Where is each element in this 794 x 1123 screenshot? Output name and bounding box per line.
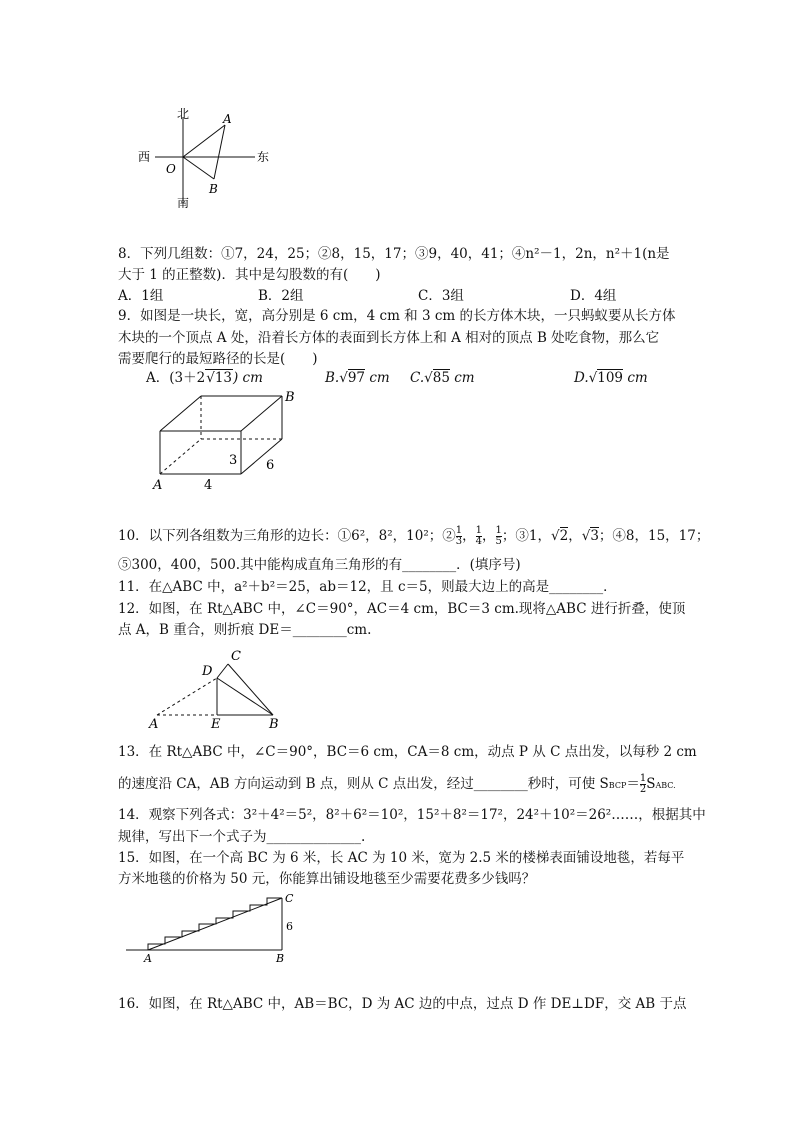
q9-option-a: A．(3＋2√13) cm — [146, 370, 263, 386]
q15-line2: 方米地毯的价格为 50 元，你能算出铺设地毯至少需要花费多少钱吗？ — [118, 871, 536, 887]
compass-south: 南 — [177, 196, 190, 210]
compass-B: B — [209, 182, 218, 196]
q9-option-b: B.√97 cm — [325, 370, 390, 386]
q13-line1: 13．在 Rt△ABC 中，∠C＝90°，BC＝6 cm，CA＝8 cm，动点 P 从 C 点出发，以每秒 2 cm — [118, 744, 697, 760]
box-label-B: B — [285, 390, 295, 405]
q8-line2: 大于 1 的正整数)．其中是勾股数的有( ) — [118, 267, 381, 283]
q8-option-a: A．1组 — [118, 288, 164, 304]
compass-north: 北 — [177, 107, 190, 121]
compass-east: 东 — [257, 150, 270, 164]
compass-west: 西 — [138, 150, 151, 164]
fold-label-D: D — [202, 664, 213, 679]
fold-label-B: B — [269, 717, 279, 730]
q8-option-c: C．3组 — [418, 288, 464, 304]
q12-line1: 12．如图，在 Rt△ABC 中，∠C＝90°，AC＝4 cm，BC＝3 cm.现将△ABC 进行折叠，使顶 — [118, 601, 686, 617]
q16-line1: 16．如图，在 Rt△ABC 中，AB＝BC，D 为 AC 边的中点，过点 D 作 DE⊥DF，交 AB 于点 — [118, 996, 687, 1012]
q11-text: 11．在△ABC 中，a²＋b²＝25，ab＝12，且 c＝5，则最大边上的高是________． — [118, 579, 617, 595]
q9-line3: 需要爬行的最短路径的长是( ) — [118, 351, 318, 367]
box-figure — [148, 388, 308, 496]
stairs-label-A: A — [144, 952, 152, 965]
q10-line1: 10．以下列各组数为三角形的边长：①6²，8²，10²；② $\frac{1}{3}$ ， $\frac{1}{4}$ ， $\frac{1}{5}$ ；③1，√2，√3；④8，15，17； — [118, 525, 710, 547]
compass-A: A — [223, 112, 232, 126]
q9-line1: 9．如图是一块长，宽，高分别是 6 cm，4 cm 和 3 cm 的长方体木块，一只蚂蚁要从长方体 — [118, 308, 676, 324]
box-label-A: A — [153, 478, 163, 493]
q14-line2: 规律，写出下一个式子为______________. — [118, 829, 366, 845]
q9-line2: 木块的一个顶点 A 处，沿着长方体的表面到长方体上和 A 相对的顶点 B 处吃食物，那么它 — [118, 330, 660, 346]
q10-line2: ⑤300，400，500.其中能构成直角三角形的有________．(填序号) — [118, 557, 521, 573]
q13-line2: 的速度沿 CA，AB 方向运动到 B 点，则从 C 点出发，经过________秒时，可使 SBCP＝ $\frac{1}{2}$ SABC. — [118, 773, 676, 795]
fold-label-E: E — [211, 717, 221, 730]
fold-figure — [145, 645, 290, 730]
q9-option-d: D.√109 cm — [574, 370, 648, 386]
q12-line2: 点 A，B 重合，则折痕 DE＝________cm. — [118, 622, 372, 638]
stairs-figure — [120, 890, 305, 968]
stairs-label-height: 6 — [286, 920, 293, 933]
compass-figure — [130, 105, 280, 210]
compass-O: O — [166, 162, 176, 176]
fold-label-C: C — [231, 649, 241, 664]
box-label-width: 4 — [204, 478, 213, 493]
q8-line1: 8．下列几组数：①7，24，25；②8，15，17；③9，40，41；④n²－1，2n，n²＋1(n是 — [118, 246, 670, 262]
box-label-height: 3 — [229, 453, 238, 468]
q8-option-d: D．4组 — [570, 288, 617, 304]
q14-line1: 14．观察下列各式：3²＋4²＝5²，8²＋6²＝10²，15²＋8²＝17²，24²＋10²＝26²……，根据其中 — [118, 807, 706, 823]
q15-line1: 15．如图，在一个高 BC 为 6 米，长 AC 为 10 米，宽为 2.5 米的楼梯表面铺设地毯，若每平 — [118, 850, 685, 866]
q9-option-c: C.√85 cm — [410, 370, 475, 386]
fold-label-A: A — [149, 717, 159, 730]
box-label-length: 6 — [266, 458, 275, 473]
stairs-label-C: C — [285, 892, 294, 905]
q8-option-b: B．2组 — [258, 288, 304, 304]
stairs-label-B: B — [276, 952, 285, 965]
